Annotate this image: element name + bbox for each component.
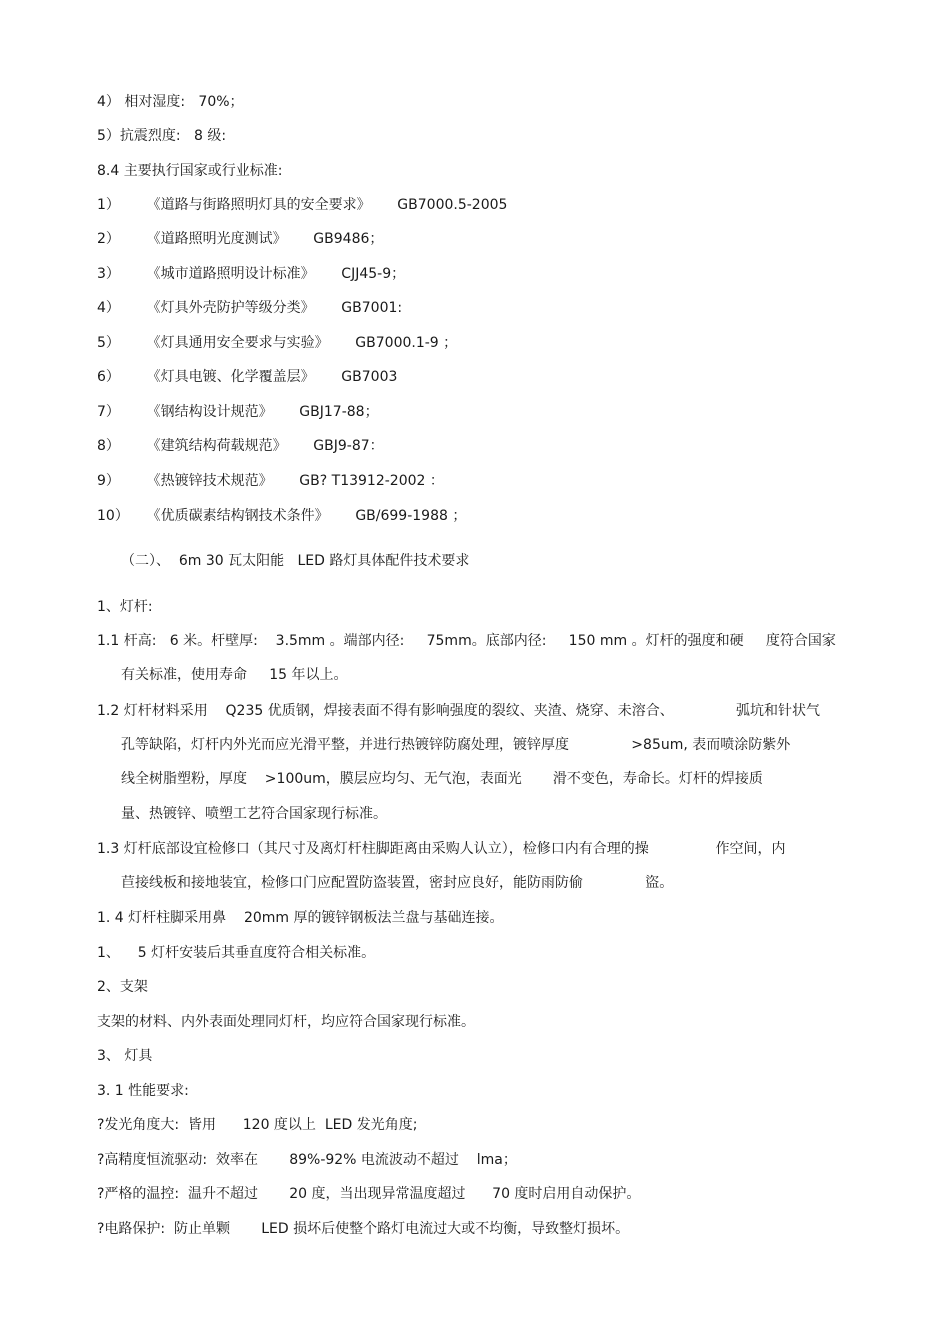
standard-item: 7） 《钢结构设计规范》 GBJ17-88； (97, 404, 379, 420)
paragraph-line: 有关标准，使用寿命 15 年以上。 (121, 667, 348, 683)
bullet-item: ?高精度恒流驱动: 效率在 89%-92% 电流波动不超过 lma； (97, 1152, 517, 1168)
standard-item: 8） 《建筑结构荷载规范》 GBJ9-87： (97, 438, 384, 454)
bullet-item: ?电路保护: 防止单颗 LED 损坏后使整个路灯电流过大或不均衡，导致整灯损坏。 (97, 1221, 630, 1237)
paragraph-line: 1.3 灯杆底部设宜检修口（其尺寸及离灯杆柱脚距离由采购人认立），检修口内有合理的操 作空间，内 (97, 841, 786, 857)
section-heading: （二）、 6m 30 瓦太阳能 LED 路灯具体配件技术要求 (121, 553, 470, 569)
paragraph-line: 1、 5 灯杆安装后其垂直度符合相关标准。 (97, 945, 376, 961)
standard-item: 1） 《道路与街路照明灯具的安全要求》 GB7000.5-2005 (97, 197, 508, 213)
standard-item: 4） 《灯具外壳防护等级分类》 GB7001: (97, 300, 403, 316)
bullet-item: ?严格的温控: 温升不超过 20 度，当出现异常温度超过 70 度时启用自动保护。 (97, 1186, 641, 1202)
standard-item: 10） 《优质碳素结构钢技术条件》 GB/699-1988 ； (97, 508, 467, 524)
section-heading: 8.4 主要执行国家或行业标准: (97, 163, 283, 179)
standard-item: 6） 《灯具电镀、化学覆盖层》 GB7003 (97, 369, 398, 385)
paragraph-line: 支架的材料、内外表面处理同灯杆，均应符合国家现行标准。 (97, 1014, 475, 1030)
paragraph-line: 1.2 灯杆材料采用 Q235 优质钢，焊接表面不得有影响强度的裂纹、夹渣、烧穿、未溶合、 弧坑和针状气 (97, 703, 821, 719)
paragraph-line: 苣接线板和接地装宜，检修口门应配置防盗装置，密封应良好，能防雨防偷 盜。 (121, 875, 674, 891)
subsection-heading: 3. 1 性能要求: (97, 1083, 189, 1099)
paragraph-line: 孔等缺陷，灯杆内外光而应光滑平整，并进行热镀锌防腐处理，镀锌厚度 >85um, 表而喷涂防紫外 (121, 737, 791, 753)
paragraph-line: 量、热镀锌、喷塑工艺符合国家现行标准。 (121, 806, 387, 822)
paragraph-line: 线全树脂塑粉，厚度 >100um，膜层应均匀、无气泡，表面光 滑不变色，寿命长。灯杆的焊接质 (121, 771, 763, 787)
standard-item: 9） 《热镀锌技术规范》 GB? T13912-2002 ： (97, 473, 444, 489)
subsection-heading: 1、灯杆: (97, 599, 153, 615)
standard-item: 2） 《道路照明光度测试》 GB9486； (97, 231, 384, 247)
text-line: 5）抗震烈度: 8 级: (97, 128, 227, 144)
standard-item: 3） 《城市道路照明设计标准》 CJJ45-9； (97, 266, 406, 282)
bullet-item: ?发光角度大: 皆用 120 度以上 LED 发光角度; (97, 1117, 418, 1133)
standard-item: 5） 《灯具通用安全要求与实验》 GB7000.1-9 ； (97, 335, 458, 351)
paragraph-line: 1.1 杆高: 6 米。杆壁厚: 3.5mm 。端部内径: 75mm。底部内径: 150 mm 。灯杆的强度和硬 度符合国家 (97, 633, 836, 649)
paragraph-line: 1. 4 灯杆柱脚采用鼻 20mm 厚的镀锌钢板法兰盘与基础连接。 (97, 910, 504, 926)
text-line: 4） 相对湿度: 70%； (97, 94, 244, 110)
subsection-heading: 2、支架 (97, 979, 148, 995)
subsection-heading: 3、 灯具 (97, 1048, 153, 1064)
